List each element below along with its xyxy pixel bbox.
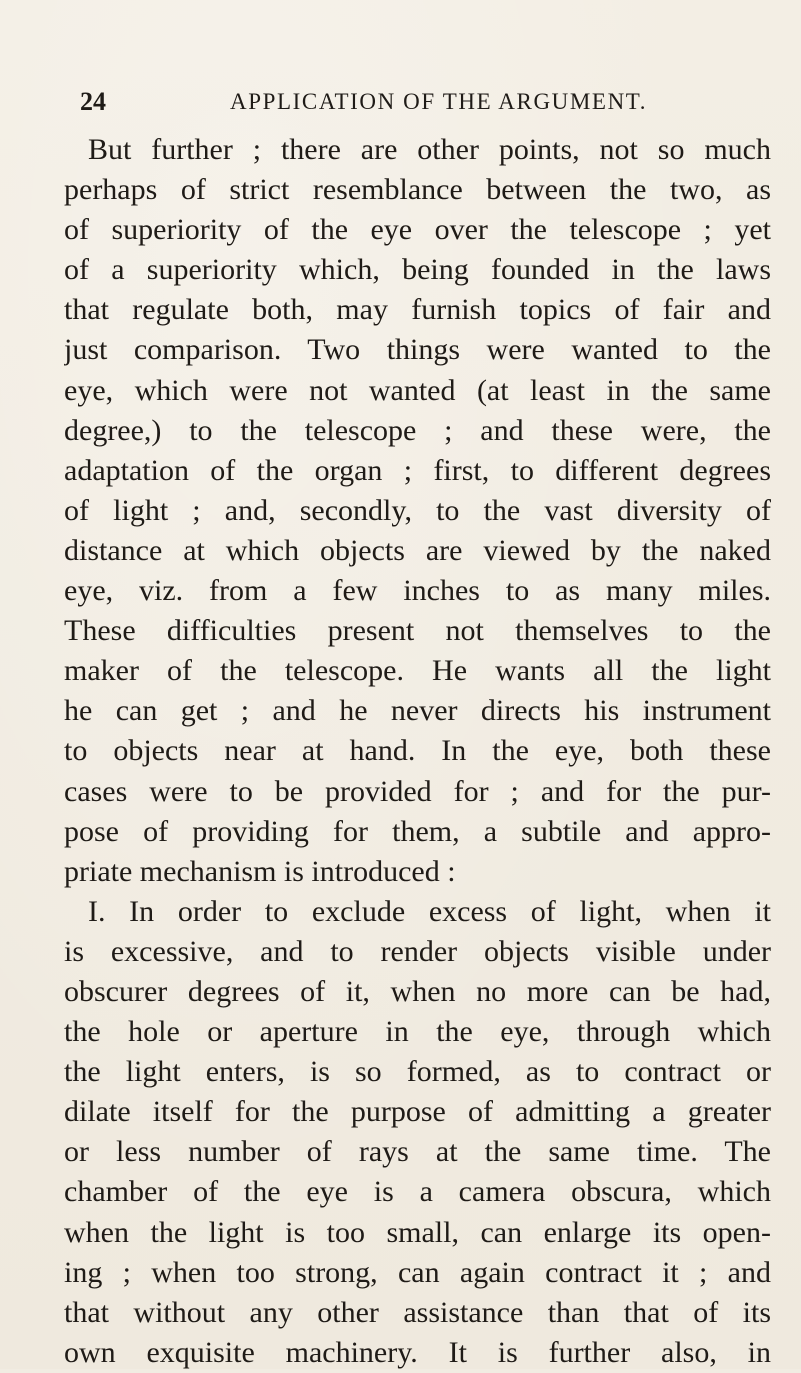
text-line: is excessive, and to render objects visible under: [64, 934, 771, 968]
text-line: to objects near at hand. In the eye, both these: [64, 734, 771, 768]
text-line: These difficulties present not themselves to the: [64, 614, 771, 648]
text-line: the light enters, is so formed, as to contract or: [64, 1055, 771, 1089]
text-line: priate mechanism is introduced :: [64, 854, 456, 888]
text-line: the hole or aperture in the eye, through which: [64, 1015, 771, 1049]
text-line: he can get ; and he never directs his instrument: [64, 694, 771, 728]
text-line: of superiority of the eye over the telescope ; yet: [64, 213, 771, 247]
text-line: adaptation of the organ ; first, to different degrees: [64, 453, 771, 487]
page-header: [80, 84, 720, 120]
text-line: or less number of rays at the same time. The: [64, 1135, 771, 1169]
text-line: perhaps of strict resemblance between the two, as: [64, 173, 771, 207]
text-line: ing ; when too strong, can again contract it ; and: [64, 1255, 771, 1289]
text-line: just comparison. Two things were wanted to the: [64, 333, 771, 367]
text-line: of a superiority which, being founded in the laws: [64, 253, 771, 287]
text-line: own exquisite machinery. It is further also, in: [64, 1335, 771, 1369]
text-line: eye, which were not wanted (at least in the same: [64, 373, 771, 407]
text-line: distance at which objects are viewed by the naked: [64, 533, 771, 567]
text-line: obscurer degrees of it, when no more can be had,: [64, 974, 771, 1008]
text-line: eye, viz. from a few inches to as many miles.: [64, 574, 771, 608]
text-line: that without any other assistance than that of its: [64, 1295, 771, 1329]
text-line: cases were to be provided for ; and for the pur-: [64, 774, 771, 808]
page-number: 24: [80, 87, 106, 116]
text-line: of light ; and, secondly, to the vast diversity of: [64, 493, 771, 527]
text-line: But further ; there are other points, not so much: [88, 133, 771, 166]
text-line: I. In order to exclude excess of light, when it: [88, 894, 771, 928]
text-line: chamber of the eye is a camera obscura, which: [64, 1175, 771, 1209]
text-line: that regulate both, may furnish topics of fair and: [64, 293, 771, 327]
running-head: APPLICATION OF THE ARGUMENT.: [230, 89, 648, 114]
text-line: when the light is too small, can enlarge its open-: [64, 1215, 771, 1249]
text-line: dilate itself for the purpose of admitting a greater: [64, 1095, 771, 1129]
text-line: degree,) to the telescope ; and these were, the: [64, 413, 771, 447]
text-line: pose of providing for them, a subtile and appro-: [64, 814, 771, 848]
text-line: maker of the telescope. He wants all the light: [64, 654, 771, 688]
body-text: [64, 130, 771, 1373]
